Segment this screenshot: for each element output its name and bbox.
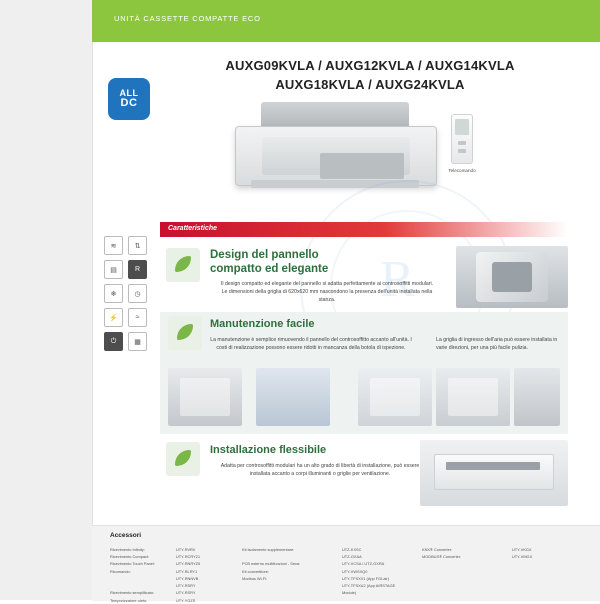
accessory-code: UTY-RCRY21 xyxy=(176,554,201,560)
accessory-code: UTZ-KXSC xyxy=(342,547,362,552)
thumbnail xyxy=(256,368,330,426)
accessory-code: UTY-VMGX xyxy=(512,554,533,560)
accessory-code: UTY-RSRY xyxy=(176,590,196,596)
feature-icon-grid xyxy=(104,236,164,356)
snowflake-icon: ❄ xyxy=(104,284,123,303)
wifi-icon: ≈ xyxy=(128,308,147,327)
accessory-label: Temporizzatore oleto: xyxy=(110,597,148,603)
section-installation xyxy=(160,440,568,508)
remote-controller-illustration xyxy=(451,114,473,164)
features-banner-label: Caratteristiche xyxy=(168,225,218,232)
side-text-post: direzioni, per una più facile pulizia. xyxy=(448,345,529,352)
accessories-footer xyxy=(92,525,600,601)
accessory-label: Kit convertitore: xyxy=(242,568,270,574)
watermark-letter: R xyxy=(380,251,415,308)
accessory-code: UTY-RLRY1 xyxy=(176,568,198,574)
accessory-label: Ricevimento Compact: xyxy=(110,554,150,560)
accessories-column-labels-2 xyxy=(242,546,328,589)
accessories-column-codes-3 xyxy=(512,546,572,560)
remote-caption: Telecomando xyxy=(448,168,476,173)
accessory-code: UTY-XWSXQ0 xyxy=(342,568,368,574)
accessories-column-codes-2 xyxy=(342,546,402,597)
section-design-title-line1: Design del pannello xyxy=(210,249,319,261)
model-line-2: AUXG18KVLA / AUXG24KVLA xyxy=(275,77,465,92)
grille-icon xyxy=(320,153,404,179)
side-text-pre: La griglia di ingresso dell'aria può essere installata in varie xyxy=(436,337,558,352)
section-installation-title: Installazione flessibile xyxy=(210,444,327,456)
accessory-label: MODBUS® Converter: xyxy=(422,554,462,560)
page-title xyxy=(160,58,580,92)
leaf-icon xyxy=(166,442,200,476)
section-installation-body: Adatta per controsoffitti modulari ha un alto grado di libertà di installazione, può essere installata accanto a corpi illuminanti o griglie per ventilazione. xyxy=(220,463,420,478)
accessory-code: UTY-TFSXU2 (App AIRSTAGE Module) xyxy=(342,583,396,596)
badge-line1: ALL xyxy=(119,87,139,98)
leaf-icon xyxy=(168,316,202,350)
accessory-code: UTY-XCSA / UTZ-GXRA xyxy=(342,561,385,567)
section-maintenance-side-text xyxy=(436,336,562,352)
accessory-label: Ricevimento Touch Panel: xyxy=(110,561,155,567)
left-rail xyxy=(0,0,93,600)
accessory-code: UTY-RSRY xyxy=(176,583,196,589)
badge-line2: DC xyxy=(120,96,138,109)
accessory-code: UTY-RVRV xyxy=(176,547,196,552)
thumbnail xyxy=(358,368,432,426)
accessory-label: Ricevimento Infinity: xyxy=(110,547,145,552)
accessory-label: Modbus Wi-Fi: xyxy=(242,575,268,581)
section-installation-image xyxy=(420,440,568,506)
accessory-code: UTY-VKGX xyxy=(512,547,532,552)
accessories-column-codes-1 xyxy=(176,546,232,604)
section-design-image xyxy=(456,246,568,308)
header-title: UNITÀ CASSETTE COMPATTE ECO xyxy=(114,14,261,23)
section-design-title-line2: compatto ed elegante xyxy=(210,263,329,276)
section-design xyxy=(160,246,568,308)
accessory-code: UTY-YGZS xyxy=(176,597,196,603)
section-design-body: Il design compatto ed elegante del pannello si adatta perfettamente ai controsoffitti modulari. Le dimensioni della griglia di 620x620 mm nascondono la presenza dell'unità installata nella stanza. xyxy=(220,281,434,304)
accessory-code: UTZ-GXAA xyxy=(342,554,362,560)
accessory-label: KNX® Converter: xyxy=(422,547,453,552)
power-icon: ⏻ xyxy=(104,332,123,351)
grid-icon: ▦ xyxy=(128,332,147,351)
filter-icon: ▤ xyxy=(104,260,123,279)
accessory-code: UTY-TFSXX1 (App FGLair) xyxy=(342,575,389,581)
accessory-label: Ricomando: xyxy=(110,568,131,574)
fan-icon: ≋ xyxy=(104,236,123,255)
accessory-code: UTY-RNRYZ5 xyxy=(176,561,201,567)
maintenance-thumbnail-strip xyxy=(168,368,560,426)
model-line-1: AUXG09KVLA / AUXG12KVLA / AUXG14KVLA xyxy=(225,58,515,73)
thumbnail xyxy=(514,368,560,426)
leaf-icon xyxy=(166,248,200,282)
section-design-title xyxy=(210,248,440,277)
accessory-code: UTY-RNNVB xyxy=(176,575,199,581)
section-maintenance xyxy=(160,312,568,434)
section-maintenance-title: Manutenzione facile xyxy=(210,318,315,330)
accessories-title: Accessori xyxy=(110,532,142,539)
features-banner xyxy=(160,222,568,237)
timer-icon: ◷ xyxy=(128,284,147,303)
all-dc-badge xyxy=(108,78,150,120)
accessories-column-labels-1 xyxy=(110,546,180,604)
accessory-label: Kit isolamento supplementare: xyxy=(242,547,295,552)
thumbnail xyxy=(436,368,510,426)
swing-icon: ⇅ xyxy=(128,236,147,255)
r32-icon: R xyxy=(128,260,147,279)
section-maintenance-body: La manutenzione è semplice rimuovendo il pannello del controsoffitto accanto all'unità. I costi di realizzazione possono essere ridotti in mancanza della botola di ispezione. xyxy=(210,337,412,352)
accessory-label: PCB esterno multifunzioni - Seca: xyxy=(242,561,301,567)
thumbnail xyxy=(168,368,242,426)
accessory-label: Ricevimento semplificato: xyxy=(110,590,155,596)
header-bar xyxy=(92,0,600,42)
accessories-column-labels-3 xyxy=(422,546,494,560)
energy-icon: ⚡ xyxy=(104,308,123,327)
